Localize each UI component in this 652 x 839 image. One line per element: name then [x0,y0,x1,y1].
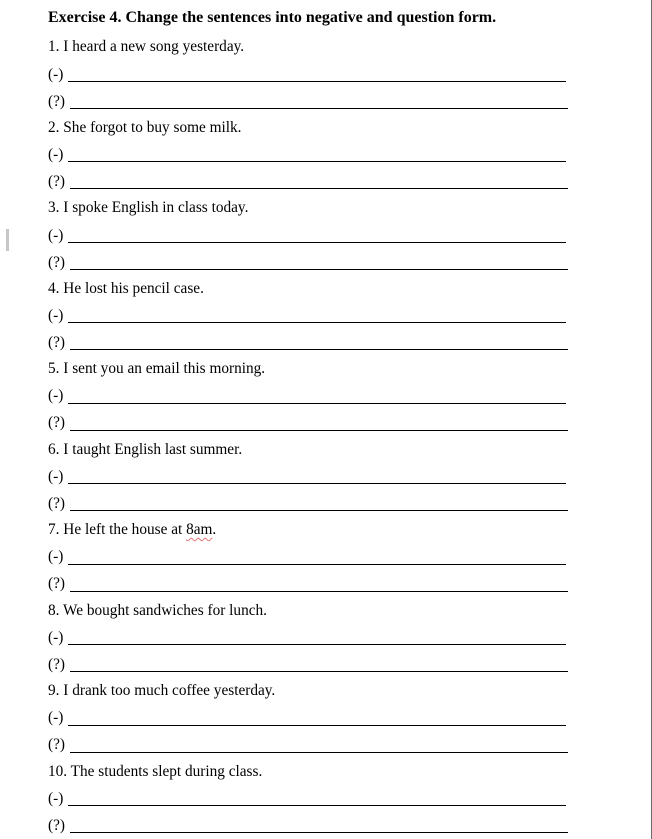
exercise-title: Exercise 4. Change the sentences into negative and question form. [48,9,497,26]
sentence-2: 2. She forgot to buy some milk. [48,119,242,136]
negative-answer-line-4[interactable] [68,322,566,323]
negative-answer-line-3[interactable] [68,242,566,243]
question-answer-line-9[interactable] [70,752,568,753]
question-answer-line-10[interactable] [70,832,568,833]
sentence-7 [48,520,216,540]
question-marker-4: (?) [48,334,65,351]
sentence-10: 10. The students slept during class. [48,763,263,780]
negative-marker-10: (-) [48,790,64,807]
question-answer-line-2[interactable] [70,188,568,189]
negative-marker-3: (-) [48,227,64,244]
negative-marker-8: (-) [48,629,64,646]
question-answer-line-6[interactable] [70,510,568,511]
question-marker-7: (?) [48,575,65,592]
question-answer-line-8[interactable] [70,671,568,672]
question-marker-9: (?) [48,736,65,753]
negative-marker-6: (-) [48,468,64,485]
question-marker-2: (?) [48,173,65,190]
question-answer-line-5[interactable] [70,430,568,431]
negative-answer-line-2[interactable] [68,161,566,162]
sentence-6: 6. I taught English last summer. [48,441,243,458]
negative-answer-line-6[interactable] [68,483,566,484]
negative-marker-4: (-) [48,307,64,324]
negative-marker-7: (-) [48,548,64,565]
question-answer-line-4[interactable] [70,349,568,350]
negative-answer-line-7[interactable] [68,564,566,565]
sentence-7-end: . [212,521,217,538]
negative-answer-line-10[interactable] [68,805,566,806]
sentence-4: 4. He lost his pencil case. [48,280,204,297]
sentence-7-start: 7. He left the house at [48,521,187,538]
negative-answer-line-5[interactable] [68,403,566,404]
sentence-8: 8. We bought sandwiches for lunch. [48,602,267,619]
sentence-9: 9. I drank too much coffee yesterday. [48,682,276,699]
question-marker-5: (?) [48,414,65,431]
sentence-5: 5. I sent you an email this morning. [48,360,266,377]
question-marker-1: (?) [48,93,65,110]
negative-marker-5: (-) [48,387,64,404]
negative-answer-line-8[interactable] [68,644,566,645]
negative-answer-line-9[interactable] [68,725,566,726]
question-answer-line-1[interactable] [70,108,568,109]
question-marker-3: (?) [48,254,65,271]
negative-answer-line-1[interactable] [68,81,566,82]
sentence-1: 1. I heard a new song yesterday. [48,38,245,55]
question-marker-6: (?) [48,495,65,512]
question-marker-10: (?) [48,817,65,834]
question-marker-8: (?) [48,656,65,673]
question-answer-line-3[interactable] [70,269,568,270]
negative-marker-9: (-) [48,709,64,726]
negative-marker-1: (-) [48,66,64,83]
spellcheck-flagged-word[interactable]: 8am [186,521,213,538]
scroll-position-marker [6,229,9,251]
sentence-3: 3. I spoke English in class today. [48,199,249,216]
negative-marker-2: (-) [48,146,64,163]
question-answer-line-7[interactable] [70,591,568,592]
